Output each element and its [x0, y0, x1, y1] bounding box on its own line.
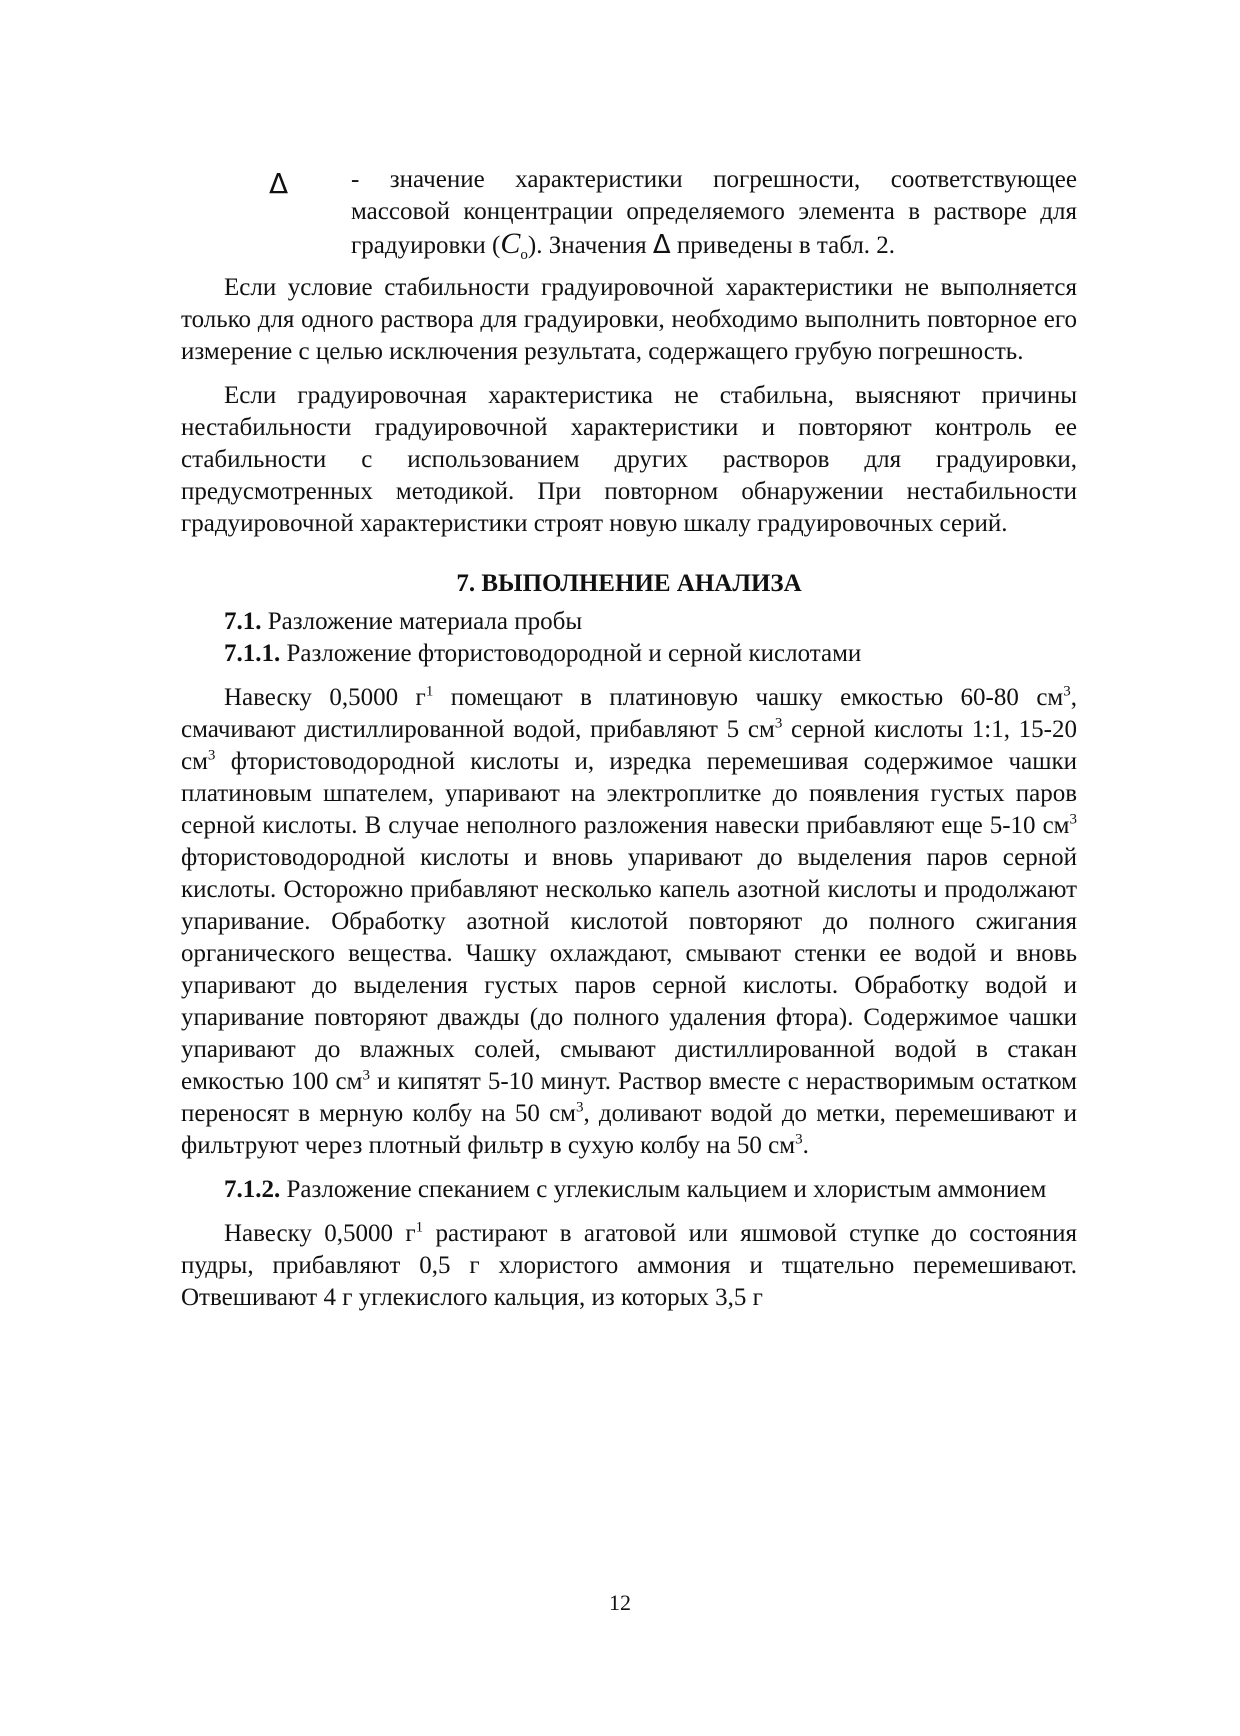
page-number: 12	[609, 1590, 631, 1615]
delta-definition	[181, 164, 1077, 263]
paragraph-4: Навеску 0,5000 $г^1$ растирают в агатовой или яшмовой ступке до состояния пудры, прибавляют 0,5 г хлористого аммония и тщательно перемешивают. Отвешивают 4 г углекислого кальция, из которых 3,5 г	[181, 1219, 1077, 1311]
paragraph-1: Если условие стабильности градуировочной характеристики не выполняется только для одного раствора для градуировки, необходимо выполнить повторное его измерение с целью исключения результата, содержащего грубую погрешность.	[181, 274, 1077, 365]
delta-inline-symbol: Δ	[652, 230, 671, 260]
subsection-7-1-2: 7.1.2. Разложение спеканием с углекислым кальцием и хлористым аммонием	[224, 1176, 1047, 1203]
subsection-7-1-1: 7.1.1. Разложение фтористоводородной и серной кислотами	[224, 640, 862, 667]
section-heading: 7. ВЫПОЛНЕНИЕ АНАЛИЗА	[456, 570, 802, 597]
paragraph-3: Навеску 0,5000 $г^1$ помещают в платиновую чашку емкостью 60-80 $см^3$, смачивают дистиллированной водой, прибавляют 5 $см^3$ серной кислоты 1:1, 15-20 $см^3$ фтористоводородной кислоты и, изредка перемешивая содержимое чашки платиновым шпателем, упаривают на электроплитке до появления густых паров серной кислоты. В случае неполного разложения навески прибавляют еще 5-10 $см^3$ фтористоводородной кислоты и вновь упаривают до выделения паров серной кислоты. Осторожно прибавляют несколько капель азотной кислоты и продолжают упаривание. Обработку азотной кислотой повторяют до полного сжигания органического вещества. Чашку охлаждают, смывают стенки ее водой и вновь упаривают до выделения густых паров серной кислоты. Обработку водой и упаривание повторяют дважды (до полного удаления фтора). Содержимое чашки упаривают до влажных солей, смывают дистиллированной водой в стакан емкостью 100 $см^3$ и кипятят 5-10 минут. Раствор вместе с нерастворимым остатком переносят в мерную колбу на 50 $см^3$, доливают водой до метки, перемешивают и фильтруют через плотный фильтр в сухую колбу на 50 $см^3$.	[181, 683, 1078, 1159]
delta-definition-text: - значение характеристики погрешности, соответствующее массовой концентрации определяемого элемента в растворе для градуировки $(C_o)$. Значения Δ приведены в табл. 2.	[351, 166, 1077, 263]
c-subscript: o	[520, 247, 528, 263]
paragraph-2: Если градуировочная характеристика не стабильна, выясняют причины нестабильности градуировочной характеристики и повторяют контроль ее стабильности с использованием других растворов для градуировки, предусмотренных методикой. При повторном обнаружении нестабильности градуировочной характеристики строят новую шкалу градуировочных серий.	[181, 382, 1077, 537]
c-symbol: C	[500, 227, 521, 260]
page-content	[181, 164, 1077, 1314]
subsection-7-1: 7.1. Разложение материала пробы	[224, 608, 583, 635]
delta-symbol: Δ	[269, 167, 289, 200]
